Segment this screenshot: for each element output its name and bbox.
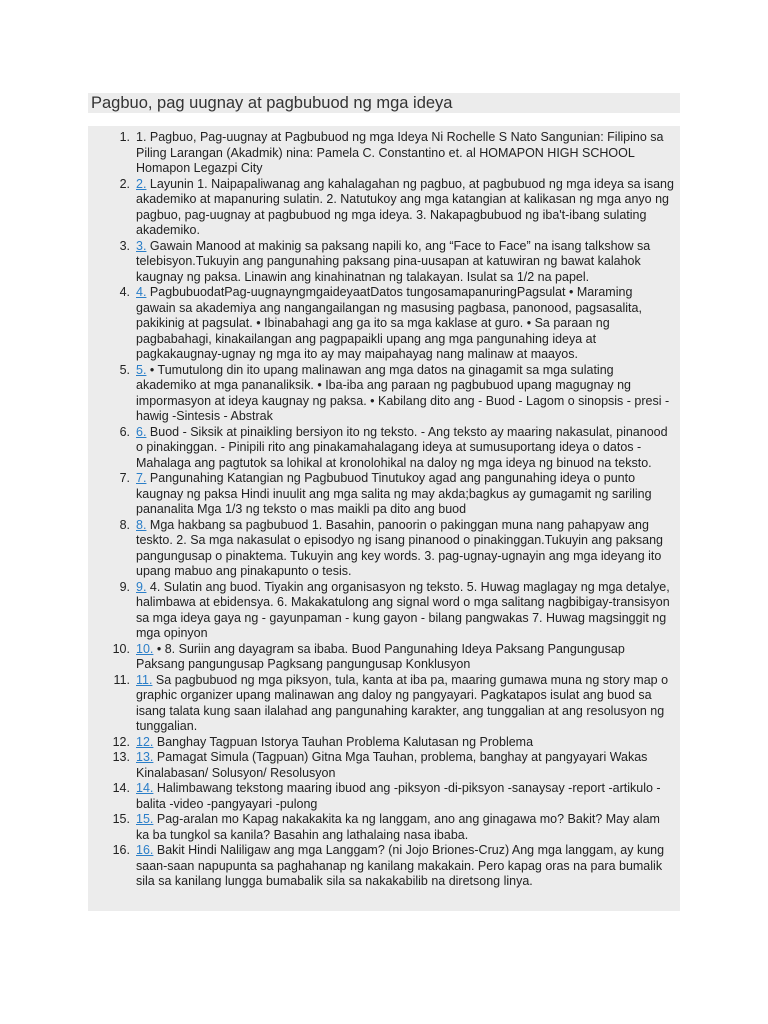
list-item [88, 812, 680, 843]
list-item-number: 6. [119, 424, 130, 439]
list-item [88, 239, 680, 286]
slide-list [88, 130, 680, 890]
list-item-text: Mga hakbang sa pagbubuod 1. Basahin, panoorin o pakinggan muna nang pahapyaw ang teskto. 2. Sa mga nakasulat o episodyo ng isang pinanood o pinakinggan.Tukuyin ang paksang pangungusap o pinaktema. Tukuyin ang key words. 3. pag-ugnay-ugnayin ang mga ideyang ito upang mabuo ang pinakapunto o tesis. [136, 517, 663, 578]
list-item [88, 363, 680, 425]
slide-link[interactable]: 8. [136, 517, 147, 532]
list-item [88, 580, 680, 642]
list-item [88, 843, 680, 890]
list-item-text: Gawain Manood at makinig sa paksang napili ko, ang “Face to Face” na isang talkshow sa telebisyon.Tukuyin ang pangunahing paksang pina-uusapan at katuwiran ng bawat kalahok kaugnay ng paksa. Linawin ang kinahinatnan ng talakayan. Isulat sa 1/2 na papel. [136, 238, 651, 284]
list-item-number: 9. [119, 579, 130, 594]
slide-link[interactable]: 6. [136, 424, 147, 439]
list-item [88, 285, 680, 363]
list-item-text: 1. Pagbuo, Pag-uugnay at Pagbubuod ng mga Ideya Ni Rochelle S Nato Sangunian: Filipino sa Piling Larangan (Akadmik) nina: Pamela C. Constantino et. al HOMAPON HIGH SCHOOL Homapon Legazpi City [136, 130, 664, 175]
list-item-number: 8. [119, 517, 130, 532]
list-item-number: 1. [119, 130, 130, 144]
list-item [88, 130, 680, 177]
list-item-number: 13. [112, 750, 130, 764]
list-item-text: PagbubuodatPag-uugnayngmgaideyaatDatos tungosamapanuringPagsulat • Maraming gawain sa akademiya ang nangangailangan ng masusing pagbasa, panonood, pagsasalita, pakikinig at pagsulat. • Ibinabahagi ang ga ito sa mga kaklase at guro. • Sa paraan ng pagbabahagi, kinakailangan ang pagpapaikli upang ang mga pangunahing ideya at pagkakaugnay-ugnay ng mga ito ay may maipahayag nang malinaw at maayos. [136, 285, 642, 361]
slide-link[interactable]: 7. [136, 471, 147, 485]
slide-link[interactable]: 9. [136, 579, 147, 594]
slide-link[interactable]: 5. [136, 362, 147, 377]
list-item-text: Halimbawang tekstong maaring ibuod ang -piksyon -di-piksyon -sanaysay -report -artikulo -balita -video -pangyayari -pulong [136, 781, 661, 811]
list-item-text: Pamagat Simula (Tagpuan) Gitna Mga Tauhan, problema, banghay at pangyayari Wakas Kinalabasan/ Solusyon/ Resolusyon [136, 750, 648, 780]
slide-link[interactable]: 11. [136, 672, 153, 687]
list-item-text: • Tumutulong din ito upang malinawan ang mga datos na ginagamit sa mga sulating akademiko at mga pananaliksik. • Iba-iba ang paraan ng pagbubuod upang magugnay ng impormasyon at ideya kaugnay ng paksa. • Kabilang dito ang - Buod - Lagom o sinopsis - presi - hawig -Sintesis - Abstrak [136, 362, 670, 423]
list-item-text: Bakit Hindi Naliligaw ang mga Langgam? (ni Jojo Briones-Cruz) Ang mga langgam, ay kung saan-saan napupunta sa paghahanap ng kanilang makakain. Pero kapag oras na para bumalik sila sa kanilang lungga bumabalik sila sa nakakabilib na diretsong linya. [136, 843, 665, 888]
list-item-number: 16. [112, 843, 130, 857]
list-item-text: • 8. Suriin ang dayagram sa ibaba. Buod Pangunahing Ideya Paksang Pangungusap Paksang pangungusap Pagksang pangungusap Konklusyon [136, 641, 625, 671]
list-item [88, 642, 680, 673]
list-item [88, 781, 680, 812]
list-item-number: 4. [119, 285, 130, 299]
list-item [88, 750, 680, 781]
list-item-number: 2. [119, 176, 130, 191]
list-item-number: 7. [119, 471, 130, 485]
list-item [88, 471, 680, 518]
page-title: Pagbuo, pag uugnay at pagbubuod ng mga ideya [91, 94, 453, 112]
list-item [88, 735, 680, 751]
slide-link[interactable]: 4. [136, 285, 147, 299]
list-item-text: Layunin 1. Naipapaliwanag ang kahalagahan ng pagbuo, at pagbubuod ng mga ideya sa isang akademiko at mapanuring sulatin. 2. Natutukoy ang mga katangian at kalikasan ng mga anyo ng pagbuo, pag-uugnay at pagbubuod ng mga ideya. 3. Nakapagbubuod ng iba't-ibang sulating akademiko. [136, 176, 674, 237]
list-item [88, 518, 680, 580]
list-item-number: 5. [119, 362, 130, 377]
slide-link[interactable]: 10. [136, 641, 154, 656]
list-item-number: 11. [113, 672, 130, 687]
slide-link[interactable]: 14. [136, 781, 154, 795]
slide-link[interactable]: 2. [136, 176, 147, 191]
list-item-number: 12. [112, 734, 130, 749]
slide-link[interactable]: 3. [136, 238, 147, 253]
list-item-text: Pangunahing Katangian ng Pagbubuod Tinutukoy agad ang pangunahing ideya o punto kaugnay ng paksa Hindi inuulit ang mga salita ng may akda;bagkus ay gumagamit ng sariling pananalita Mga 1/3 ng teksto o mas maikli pa dito ang buod [136, 471, 652, 516]
list-item [88, 673, 680, 735]
list-item-text: Pag-aralan mo Kapag nakakakita ka ng langgam, ano ang ginagawa mo? Bakit? May alam ka ba tungkol sa kanila? Basahin ang lathalaing nasa ibaba. [136, 812, 660, 842]
title-bar [88, 93, 680, 113]
list-item-number: 10. [112, 641, 130, 656]
list-item-number: 15. [112, 812, 130, 826]
list-item [88, 425, 680, 472]
list-item [88, 177, 680, 239]
slide-link[interactable]: 12. [136, 734, 154, 749]
slide-link[interactable]: 15. [136, 812, 154, 826]
list-item-number: 14. [112, 781, 130, 795]
list-item-number: 3. [119, 238, 130, 253]
slide-list-box [88, 126, 680, 911]
list-item-text: Sa pagbubuod ng mga piksyon, tula, kanta at iba pa, maaring gumawa muna ng story map o graphic organizer upang malinawan ang daloy ng pangyayari. Pagkatapos isulat ang buod sa isang talata kung saan ilalahad ang pangunahing karakter, ang tunggalian at ang resolusyon ng tunggalian. [136, 672, 669, 733]
list-item-text: Banghay Tagpuan Istorya Tauhan Problema Kalutasan ng Problema [153, 734, 534, 749]
slide-link[interactable]: 16. [136, 843, 154, 857]
slide-link[interactable]: 13. [136, 750, 154, 764]
list-item-text: Buod - Siksik at pinaikling bersiyon ito ng teksto. - Ang teksto ay maaring nakasulat, pinanood o pinakinggan. - Pinipili rito ang pinakamahalagang ideya at sumusuportang ideya o datos - Mahalaga ang pagtutok sa lohikal at kronolohikal na daloy ng mga ideya ng binuod na teksto. [136, 424, 668, 470]
list-item-text: 4. Sulatin ang buod. Tiyakin ang organisasyon ng teksto. 5. Huwag maglagay ng mga detalye, halimbawa at ebidensya. 6. Makakatulong ang signal word o mga salitang nagbibigay-transisyon sa mga ideya gaya ng - gayunpaman - kung gayon - bilang pangwakas 7. Huwag magsinggit ng mga opinyon [136, 579, 670, 640]
